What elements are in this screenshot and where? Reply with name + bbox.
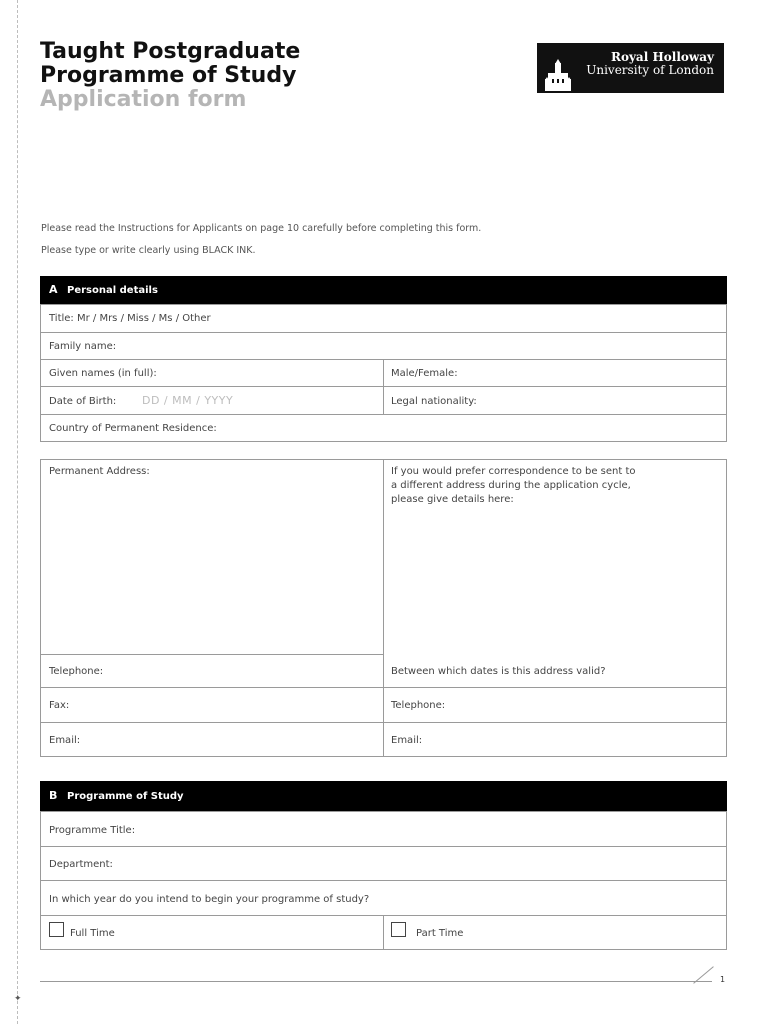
email-field[interactable]: Email: [49, 735, 81, 746]
perforation-line [17, 0, 18, 1024]
programme-table [40, 811, 727, 950]
given-names-field[interactable]: Given names (in full): [49, 368, 157, 379]
personal-details-table [40, 304, 727, 442]
correspondence-telephone-field[interactable]: Telephone: [391, 700, 446, 711]
family-name-field[interactable]: Family name: [49, 341, 117, 352]
address-table [40, 459, 727, 757]
building-icon [545, 59, 571, 91]
fax-field[interactable]: Fax: [49, 700, 70, 711]
ink-instruction-text: Please type or write clearly using BLACK INK. [41, 245, 256, 256]
part-time-checkbox[interactable] [391, 922, 406, 937]
programme-title-field[interactable]: Programme Title: [49, 825, 136, 836]
logo-text-line-2: University of London [586, 63, 714, 77]
logo-text-line-1: Royal Holloway [610, 50, 714, 64]
permanent-address-field[interactable]: Permanent Address: [49, 466, 150, 477]
page-number: 1 [720, 975, 726, 984]
section-a-header [40, 276, 727, 305]
part-time-label: Part Time [416, 928, 464, 939]
section-b-header [40, 781, 727, 812]
correspondence-address-line-3: please give details here: [391, 494, 514, 505]
correspondence-address-line-2: a different address during the application cycle, [391, 480, 631, 491]
country-of-residence-field[interactable]: Country of Permanent Residence: [49, 423, 217, 434]
title-subtitle: Application form [40, 87, 247, 112]
date-of-birth-field[interactable]: Date of Birth: [49, 396, 117, 407]
title-field[interactable]: Title: Mr / Mrs / Miss / Ms / Other [49, 313, 211, 324]
department-field[interactable]: Department: [49, 859, 113, 870]
date-of-birth-placeholder: DD / MM / YYYY [142, 394, 234, 407]
section-a-letter: A [49, 283, 58, 296]
correspondence-address-line-1[interactable]: If you would prefer correspondence to be sent to [391, 466, 636, 477]
gender-field[interactable]: Male/Female: [391, 368, 458, 379]
nationality-field[interactable]: Legal nationality: [391, 396, 477, 407]
footer-rule [40, 981, 712, 982]
title-line-1: Taught Postgraduate [40, 39, 301, 64]
instructions-text: Please read the Instructions for Applicants on page 10 carefully before completing this form. [41, 223, 482, 234]
section-a-title: Personal details [67, 285, 158, 296]
start-year-field[interactable]: In which year do you intend to begin your programme of study? [49, 894, 370, 905]
telephone-field[interactable]: Telephone: [49, 666, 104, 677]
university-logo [537, 43, 724, 93]
address-valid-dates-field[interactable]: Between which dates is this address valid? [391, 666, 606, 677]
section-b-letter: B [49, 789, 58, 802]
correspondence-email-field[interactable]: Email: [391, 735, 423, 746]
full-time-checkbox[interactable] [49, 922, 64, 937]
title-line-2: Programme of Study [40, 63, 297, 88]
full-time-label: Full Time [70, 928, 115, 939]
section-b-title: Programme of Study [67, 791, 184, 802]
crop-mark-icon: ✦ [14, 994, 22, 1004]
